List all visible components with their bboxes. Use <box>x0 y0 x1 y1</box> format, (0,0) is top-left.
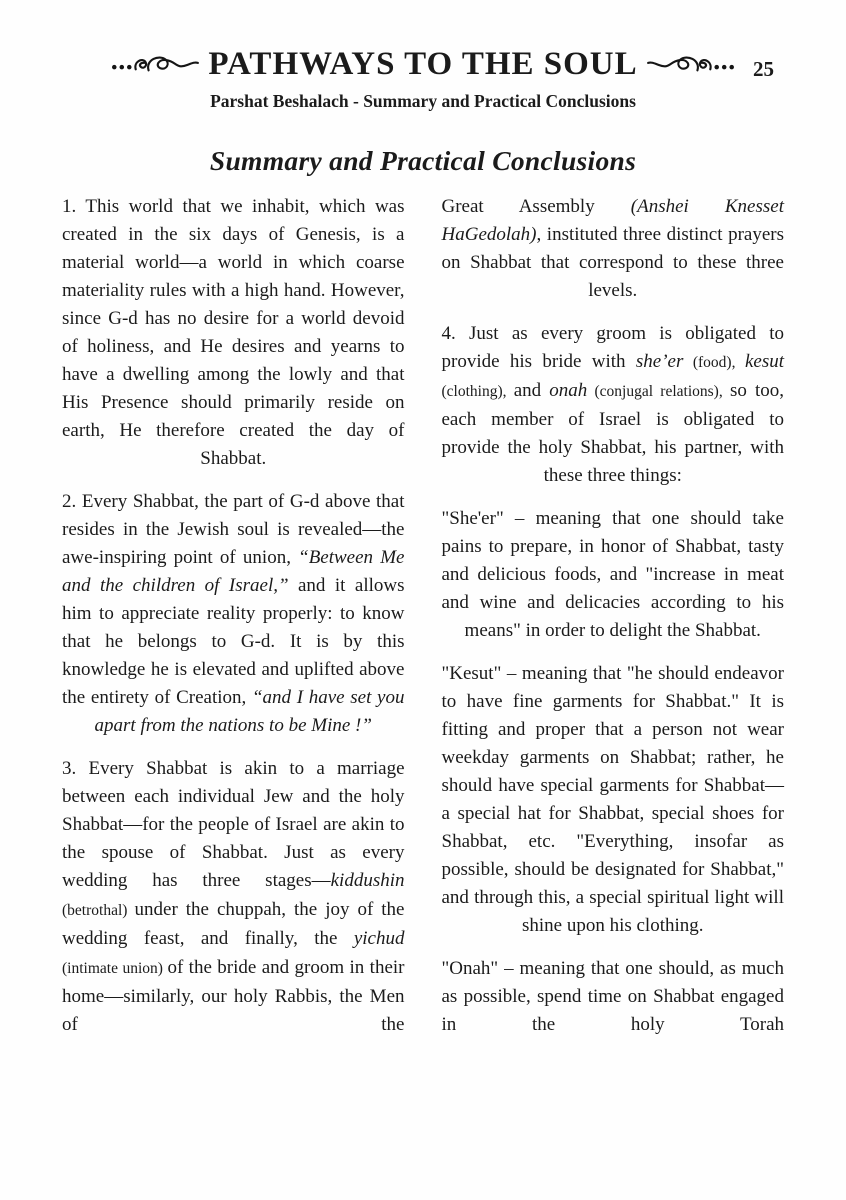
text-run: kiddushin <box>330 870 405 891</box>
text-run: (conjugal relations), <box>587 383 730 400</box>
text-run: (food), <box>683 354 745 371</box>
swirl-flourish-left-icon <box>110 52 200 78</box>
page-subtitle: Parshat Beshalach - Summary and Practical Conclusions <box>210 91 636 111</box>
text-run: 2. Every Shabbat, the part of G-d above that resides in the Jewish soul is revealed—the awe-inspiring point of union, <box>62 491 405 568</box>
text-run: so too, each member of Israel is obligated to provide the holy Shabbat, his partner, with these three things: <box>441 380 784 486</box>
text-run: she’er <box>635 351 684 372</box>
text-run: and <box>513 380 550 401</box>
paragraph-kesut <box>442 660 785 940</box>
section-title: Summary and Practical Conclusions <box>209 145 637 176</box>
swirl-flourish-right-icon <box>646 52 736 78</box>
text-run: and it allows him to appreciate reality properly: to know that he belongs to G-d. It is by this knowledge he is elevated and uplifted above the entirety of Creation, <box>62 575 405 708</box>
paragraph-2 <box>62 488 405 740</box>
text-run: onah <box>549 380 588 401</box>
text-run: 1. This world that we inhabit, which was created in the six days of Genesis, is a material world—a world in which coarse materiality rules with a high hand. However, since G-d has no desire for a world devoid of holiness, and He desires and yearns to have a dwelling among the lowly and that His Presence should primarily reside on earth, He therefore created the day of Shabbat. <box>62 196 405 469</box>
page-number: 25 <box>753 57 774 81</box>
text-run: “Between Me and the children of Israel,” <box>62 547 405 596</box>
paragraph-sheer <box>442 505 785 645</box>
text-run: (clothing), <box>441 383 514 400</box>
left-column <box>62 193 405 1054</box>
text-run: Great Assembly <box>441 196 631 217</box>
text-run: (intimate union) <box>62 960 168 977</box>
text-run: “and I have set you apart from the nations to be Mine !” <box>94 687 405 736</box>
paragraph-3 <box>62 755 405 1039</box>
paragraph-3-continued <box>442 193 785 305</box>
text-run: of the bride and groom in their home—similarly, our holy Rabbis, the Men of the <box>62 957 405 1035</box>
paragraph-onah <box>442 955 785 1039</box>
text-run: , instituted three distinct prayers on Shabbat that correspond to these three levels. <box>441 224 784 301</box>
text-run: 4. Just as every groom is obligated to provide his bride with <box>441 323 784 372</box>
text-run: "She'er" – meaning that one should take pains to prepare, in honor of Shabbat, tasty and delicious foods, and "increase in meat and wine and delicacies according to his means" in order to delight the Shabbat. <box>441 508 784 641</box>
text-run: kesut <box>744 351 784 372</box>
text-run: (Anshei Knesset HaGedolah) <box>441 196 784 245</box>
page-header <box>0 46 846 112</box>
text-run: (betrothal) <box>62 902 135 919</box>
header-title-line <box>0 46 846 83</box>
text-run: "Kesut" – meaning that "he should endeavor to have fine garments for Shabbat." It is fitting and proper that a person not wear weekday garments on Shabbat; rather, he should have special garments for Shabbat—a special hat for Shabbat, special shoes for Shabbat, etc. "Everything, insofar as possible, should be designated for Shabbat," and through this, a special spiritual light will shine upon his clothing. <box>441 663 784 936</box>
paragraph-1 <box>62 193 405 473</box>
paragraph-4 <box>442 320 785 490</box>
text-run: "Onah" – meaning that one should, as much as possible, spend time on Shabbat engaged in the holy Torah <box>441 958 784 1035</box>
text-run: yichud <box>353 928 405 949</box>
right-column <box>442 193 785 1054</box>
text-run: 3. Every Shabbat is akin to a marriage between each individual Jew and the holy Shabbat—for the people of Israel are akin to the spouse of Shabbat. Just as every wedding has three stages— <box>62 758 405 891</box>
text-run: under the chuppah, the joy of the wedding feast, and finally, the <box>62 899 405 949</box>
two-column-text <box>0 193 846 1054</box>
book-title: PATHWAYS TO THE SOUL <box>208 46 638 82</box>
